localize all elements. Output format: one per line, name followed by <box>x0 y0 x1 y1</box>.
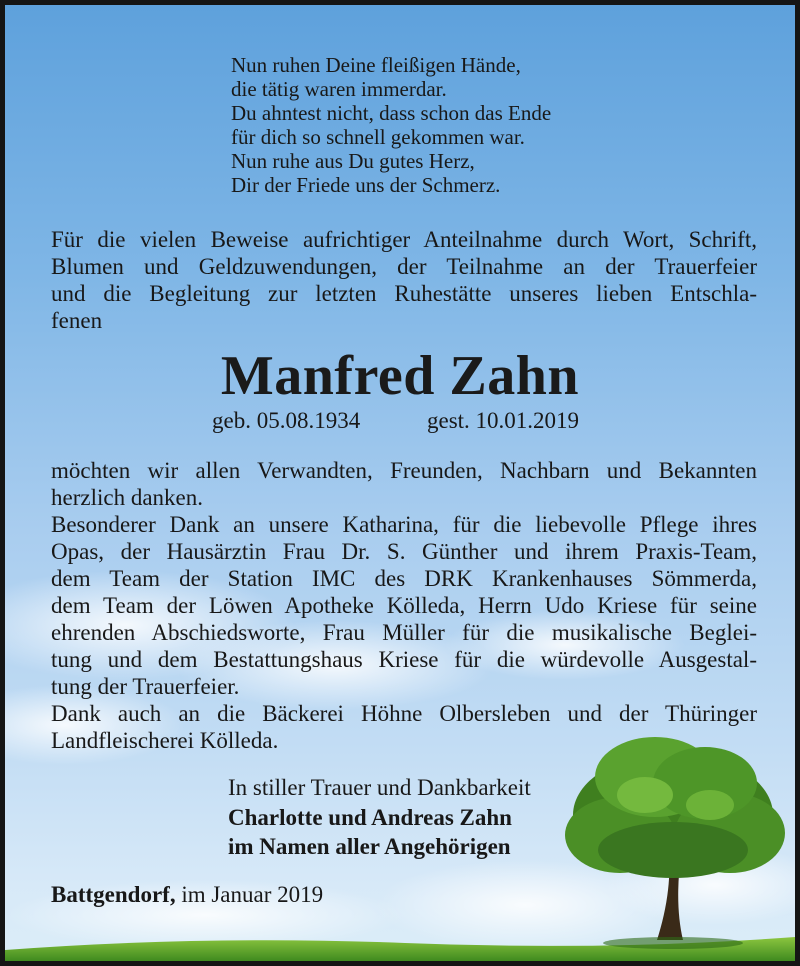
signers-line: Charlotte und Andreas Zahn <box>228 805 512 830</box>
body-line: Landfleischerei Kölleda. <box>51 728 279 753</box>
poem-line: die tätig waren immerdar. <box>231 77 447 101</box>
body-line: möchten wir allen Verwandten, Freunden, Nachbarn und Bekannten <box>51 458 757 483</box>
body-line: tung der Trauerfeier. <box>51 674 240 699</box>
place-name: Battgendorf, <box>51 882 176 907</box>
poem-line: Dir der Friede uns der Schmerz. <box>231 173 501 197</box>
relatives-line: im Namen aller Angehörigen <box>228 834 511 859</box>
intro-line: und die Begleitung zur letzten Ruhestätte unseres lieben Entschla- <box>51 281 757 306</box>
body-line: Besonderer Dank an unsere Katharina, für die liebevolle Pflege ihres <box>51 512 757 537</box>
poem-line: Du ahntest nicht, dass schon das Ende <box>231 101 552 125</box>
birth-date: geb. 05.08.1934 <box>212 408 361 433</box>
intro-line: Blumen und Geldzuwendungen, der Teilnahme an der Trauerfeier <box>51 254 757 279</box>
death-date: gest. 10.01.2019 <box>427 408 580 433</box>
poem-line: Nun ruhen Deine fleißigen Hände, <box>231 53 521 77</box>
body-line: dem Team der Station IMC des DRK Krankenhauses Sömmerda, <box>51 566 757 591</box>
body-line: ehrenden Abschiedsworte, Frau Müller für die musikalische Beglei- <box>51 620 757 645</box>
intro-line: Für die vielen Beweise aufrichtiger Anteilnahme durch Wort, Schrift, <box>51 227 757 252</box>
mourning-line: In stiller Trauer und Dankbarkeit <box>228 775 531 800</box>
deceased-name: Manfred Zahn <box>220 345 580 407</box>
poem-line: für dich so schnell gekommen war. <box>231 125 525 149</box>
obituary-text <box>5 5 795 961</box>
body-line: dem Team der Löwen Apotheke Kölleda, Herrn Udo Kriese für seine <box>51 593 757 618</box>
place-date <box>51 883 323 907</box>
body-line: Opas, der Hausärztin Frau Dr. S. Günther und ihrem Praxis-Team, <box>51 539 757 564</box>
body-line: herzlich danken. <box>51 485 203 510</box>
body-line: Dank auch an die Bäckerei Höhne Olbersleben und der Thüringer <box>51 701 757 726</box>
intro-line: fenen <box>51 308 103 333</box>
body-line: tung und dem Bestattungshaus Kriese für die würdevolle Ausgestal- <box>51 647 757 672</box>
poem-line: Nun ruhe aus Du gutes Herz, <box>231 149 475 173</box>
date-text: im Januar 2019 <box>181 882 324 907</box>
